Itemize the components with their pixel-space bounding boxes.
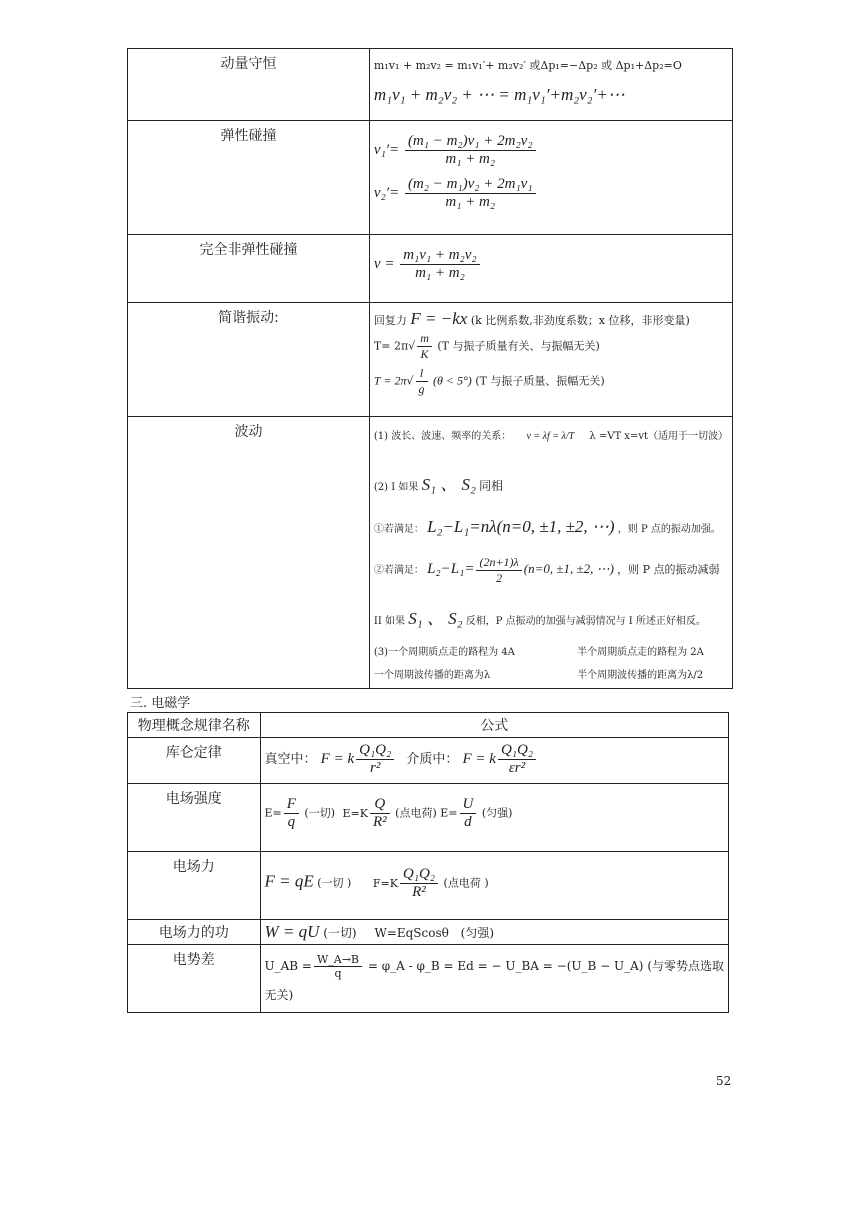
potential-difference-note: 无关) [264, 988, 294, 1002]
wave-line-2: (2) I 如果 S₁ 、 S₂ 同相 [373, 475, 504, 494]
inelastic-formula: v = $\frac{\text{m₁v₁ + m₂v₂}}{\text{m₁ + m₂}}$ [374, 247, 728, 282]
field-strength-formula: E= $\frac{F}{q}$ (一切) E=K $\frac{Q}{\text{R²}}$ (点电荷) E= $\frac{U}{d}$ (匀强) [264, 796, 513, 830]
table-row [128, 852, 729, 920]
formula-cell [369, 121, 732, 235]
table-row [128, 303, 733, 417]
row-name: 电场力 [128, 852, 261, 920]
row-name: 波动 [128, 417, 370, 689]
header-name: 物理概念规律名称 [128, 713, 261, 738]
row-name: 电场力的功 [128, 920, 261, 945]
table-row [128, 738, 729, 784]
electromagnetism-table [127, 712, 729, 1013]
coulomb-formula: 真空中： F = k $\frac{\text{Q₁Q₂}}{\text{r²}}$ 介质中： F = k $\frac{\text{Q₁Q₂}}{\text{εr²}}$ [265, 742, 725, 777]
page-number: 52 [716, 1074, 732, 1088]
row-name: 库仑定律 [128, 738, 261, 784]
formula-cell [260, 852, 729, 920]
table-row [128, 49, 733, 121]
formula-cell [369, 235, 732, 303]
shm-formula-2: T= 2π√ $\frac{m}{K}$ (T 与振子质量有关、与振幅无关) [373, 331, 600, 361]
mechanics-table [127, 48, 733, 689]
row-name: 电势差 [128, 945, 261, 1013]
table-row [128, 945, 729, 1013]
wave-line-7: 一个周期波传播的距离为λ 半个周期波传播的距离为λ/2 [373, 670, 704, 681]
header-formula: 公式 [260, 713, 729, 738]
wave-line-6: (3)一个周期质点走的路程为 4A 半个周期质点走的路程为 2A [373, 647, 704, 658]
row-name: 完全非弹性碰撞 [128, 235, 370, 303]
wave-line-4: ②若满足： L₂−L₁= $\frac{(2n+1)\lambda}{2}$ (n=0, ±1, ±2, ⋯) ，则 P 点的振动减弱 [373, 555, 720, 585]
row-name: 电场强度 [128, 784, 261, 852]
elastic-formula-2: v₂′= $\frac{\text{(m₂ − m₁)v₂ + 2m₁v₁}}{\text{m₁ + m₂}}$ [374, 176, 728, 211]
section-title: 三. 电磁学 [130, 696, 191, 711]
potential-difference-formula: U_AB = $\frac{W\_A\to B}{q}$ = φ_A - φ_B = Ed = − U_BA = −(U_B − U_A) (与零势点选取 [264, 953, 724, 980]
momentum-formula-2: m₁v₁ + m₂v₂ + ⋯ = m₁v₁′+m₂v₂′+⋯ [373, 85, 625, 104]
table-row [128, 235, 733, 303]
formula-cell [369, 49, 732, 121]
row-name: 动量守恒 [128, 49, 370, 121]
elastic-formula-1: v₁′= $\frac{\text{(m₁ − m₂)v₁ + 2m₂v₂}}{\text{m₁ + m₂}}$ [374, 133, 728, 168]
table-header-row [128, 713, 729, 738]
formula-cell [260, 784, 729, 852]
formula-cell [260, 945, 729, 1013]
wave-line-3: ①若满足： L₂−L₁=nλ(n=0, ±1, ±2, ⋯) ，则 P 点的振动加强。 [373, 517, 721, 536]
shm-formula-1: 回复力 F = −kx (k 比例系数,非劲度系数；x 位移，非形变量) [373, 309, 690, 328]
table-row [128, 920, 729, 945]
momentum-formula-1: m₁v₁ + m₂v₂ = m₁v₁′+ m₂v₂′ 或Δp₁=−Δp₂ 或 Δp₁+Δp₂=O [373, 59, 682, 72]
work-formula: W = qU (一切) W=EqScosθ (匀强) [264, 922, 495, 941]
formula-cell [369, 303, 732, 417]
row-name: 简谐振动: [128, 303, 370, 417]
wave-line-1: (1) 波长、波速、频率的关系： v = λf = λ/T λ =VT x=vt（适用于一切波） [373, 431, 728, 442]
shm-formula-3: T = 2π√ $\frac{l}{g}$ (θ < 5°) (T 与振子质量、振幅无关) [373, 366, 605, 396]
wave-line-5: II 如果 S₁ 、 S₂ 反相，P 点振动的加强与减弱情况与 I 所述正好相反。 [373, 609, 706, 628]
formula-cell [369, 417, 732, 689]
formula-cell [260, 920, 729, 945]
table-row [128, 417, 733, 689]
electric-force-formula: F = qE (一切 ) F=K $\frac{\text{Q₁Q₂}}{\text{R²}}$ (点电荷 ) [264, 866, 489, 900]
row-name: 弹性碰撞 [128, 121, 370, 235]
table-row [128, 784, 729, 852]
formula-cell [260, 738, 729, 784]
table-row [128, 121, 733, 235]
